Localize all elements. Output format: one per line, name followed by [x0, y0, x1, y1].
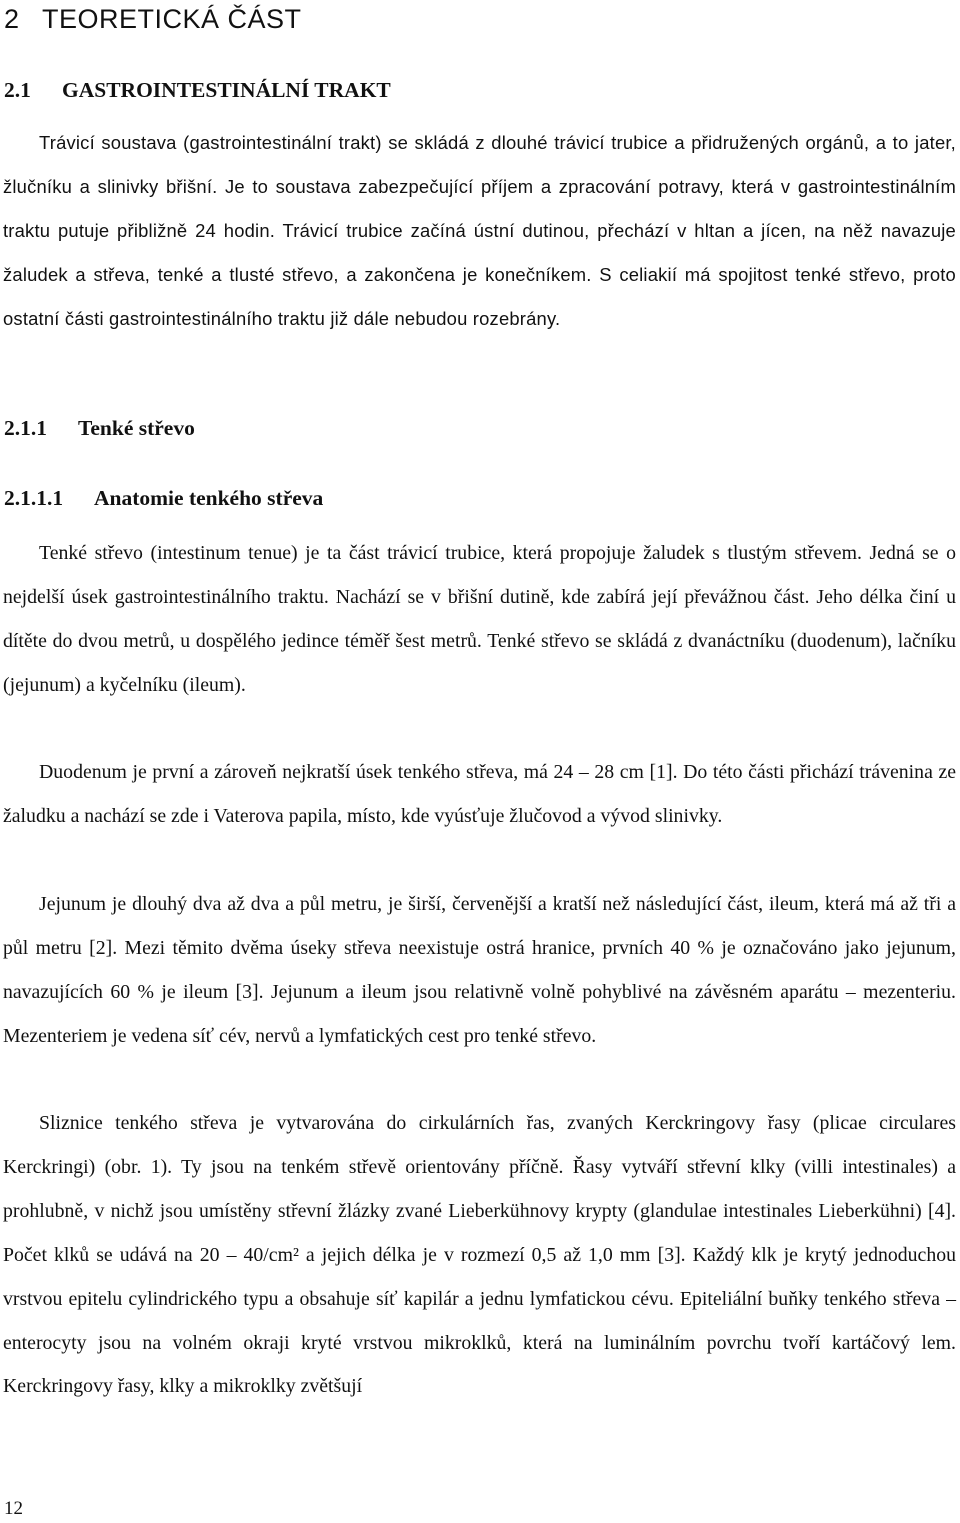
chapter-title: TEORETICKÁ ČÁST [42, 4, 302, 34]
subsubsection-heading [4, 483, 323, 513]
body-paragraph: Jejunum je dlouhý dva až dva a půl metru, je širší, červenější a kratší než následující část, ileum, která má až tři a půl metru [2]. Mezi těmito dvěma úseky střeva neexistuje ostrá hranice, prvních 40 % je označováno jako jejunum, navazujících 60 % je ileum [3]. Jejunum a ileum jsou relativně volně pohyblivé na závěsném aparátu – mezenteriu. Mezenteriem je vedena síť cév, nervů a lymfatických cest pro tenké střevo. [3, 893, 956, 1047]
body-paragraph: Duodenum je první a zároveň nejkratší úsek tenkého střeva, má 24 – 28 cm [1]. Do této části přichází trávenina ze žaludku a nachází se zde i Vaterova papila, místo, kde vyúsťuje žlučovod a vývod slinivky. [3, 761, 956, 827]
section-title: GASTROINTESTINÁLNÍ TRAKT [62, 78, 391, 102]
chapter-heading [4, 2, 302, 36]
page-number: 12 [4, 1498, 23, 1519]
body-paragraph: Tenké střevo (intestinum tenue) je ta část trávicí trubice, která propojuje žaludek s tlustým střevem. Jedná se o nejdelší úsek gastrointestinálního traktu. Nachází se v břišní dutině, kde zabírá její převážnou část. Jeho délka činí u dítěte do dvou metrů, u dospělého jedince téměř šest metrů. Tenké střevo se skládá z dvanáctníku (duodenum), lačníku (jejunum) a kyčelníku (ileum). [3, 542, 956, 696]
section-number: 2.1 [4, 78, 31, 102]
subsubsection-number: 2.1.1.1 [4, 486, 64, 510]
section-heading [4, 75, 391, 105]
chapter-number: 2 [4, 4, 20, 34]
intro-paragraph: Trávicí soustava (gastrointestinální trakt) se skládá z dlouhé trávicí trubice a přidružených orgánů, a to jater, žlučníku a slinivky břišní. Je to soustava zabezpečující příjem a zpracování potravy, která v gastrointestinálním traktu putuje přibližně 24 hodin. Trávicí trubice začíná ústní dutinou, přechází v hltan a jícen, na něž navazuje žaludek a střeva, tenké a tlusté střevo, a zakončena je konečníkem. S celiakií má spojitost tenké střevo, proto ostatní části gastrointestinálního traktu již dále nebudou rozebrány. [3, 132, 956, 329]
subsection-number: 2.1.1 [4, 416, 47, 440]
subsection-heading [4, 413, 195, 443]
subsubsection-title: Anatomie tenkého střeva [94, 486, 324, 510]
body-paragraph: Sliznice tenkého střeva je vytvarována do cirkulárních řas, zvaných Kerckringovy řasy (plicae circulares Kerckringi) (obr. 1). Ty jsou na tenkém střevě orientovány příčně. Řasy vytváří střevní klky (villi intestinales) a prohlubně, v nichž jsou umístěny střevní žlázky zvané Lieberkühnovy krypty (glandulae intestinales Lieberkühni) [4]. Počet klků se udává na 20 – 40/cm² a jejich délka je v rozmezí 0,5 až 1,0 mm [3]. Každý klk je krytý jednoduchou vrstvou epitelu cylindrického typu a obsahuje síť kapilár a jednu lymfatickou cévu. Epiteliální buňky tenkého střeva – enterocyty jsou na volném okraji kryté vrstvou mikroklků, která na luminálním povrchu tvoří kartáčový lem. Kerckringovy řasy, klky a mikroklky zvětšují [3, 1112, 956, 1398]
subsection-title: Tenké střevo [78, 416, 195, 440]
